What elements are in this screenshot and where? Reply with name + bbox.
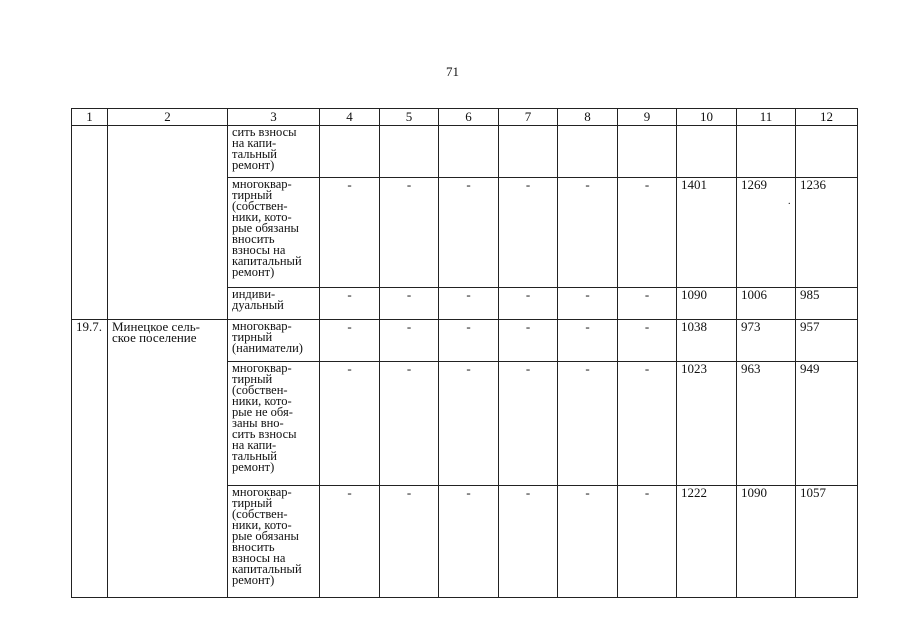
- stray-mark: .: [788, 196, 791, 207]
- value-cell: -: [618, 320, 677, 362]
- value-cell: -: [558, 320, 618, 362]
- value-cell: 1090: [677, 288, 737, 320]
- value-cell: 963: [737, 362, 796, 486]
- value-cell: -: [558, 486, 618, 598]
- value-cell: [320, 126, 380, 178]
- value-cell: -: [439, 178, 499, 288]
- header-cell: 12: [796, 109, 858, 126]
- value-cell: -: [499, 178, 558, 288]
- value-cell: -: [618, 178, 677, 288]
- value-cell: [677, 126, 737, 178]
- value-cell: [618, 126, 677, 178]
- housing-type-cell: многоквар- тирный (собствен- ники, кото- рые не обя- заны вно- сить взносы на капи- тальный ремонт): [228, 362, 320, 486]
- value-cell: -: [618, 362, 677, 486]
- housing-type-cell: индиви- дуальный: [228, 288, 320, 320]
- header-cell: 8: [558, 109, 618, 126]
- page-number: 71: [446, 64, 459, 79]
- value-cell: -: [558, 178, 618, 288]
- value-cell: [558, 126, 618, 178]
- housing-type-cell: многоквар- тирный (наниматели): [228, 320, 320, 362]
- value-cell: -: [320, 320, 380, 362]
- index-cell-empty: [72, 126, 108, 320]
- value-cell: 1006: [737, 288, 796, 320]
- value-cell: -: [320, 362, 380, 486]
- value-cell: 985: [796, 288, 858, 320]
- value-cell: [796, 126, 858, 178]
- value-cell: -: [499, 486, 558, 598]
- value-cell: [380, 126, 439, 178]
- value-cell: 973: [737, 320, 796, 362]
- value-cell: -: [380, 320, 439, 362]
- value-cell: -: [558, 288, 618, 320]
- header-cell: 7: [499, 109, 558, 126]
- housing-type-cell: многоквар- тирный (собствен- ники, кото- рые обязаны вносить взносы на капитальный ремонт): [228, 486, 320, 598]
- value-cell: 949: [796, 362, 858, 486]
- value-cell: 1401: [677, 178, 737, 288]
- value-cell: -: [380, 362, 439, 486]
- value-cell: 957: [796, 320, 858, 362]
- value-cell: -: [558, 362, 618, 486]
- name-cell-empty: [108, 126, 228, 320]
- value-cell: [439, 126, 499, 178]
- table-row: [72, 320, 858, 362]
- value-cell: 1236: [796, 178, 858, 288]
- section-name: Минецкое сель- ское поселение: [108, 320, 228, 598]
- value-cell: -: [320, 288, 380, 320]
- value-cell: -: [499, 362, 558, 486]
- header-row: [72, 109, 858, 126]
- value-cell: 1269: [737, 178, 796, 288]
- value-cell: -: [320, 486, 380, 598]
- value-cell: -: [380, 486, 439, 598]
- header-cell: 11: [737, 109, 796, 126]
- value-cell: 1090: [737, 486, 796, 598]
- header-cell: 10: [677, 109, 737, 126]
- value-cell: -: [439, 320, 499, 362]
- header-cell: 9: [618, 109, 677, 126]
- value-cell: -: [439, 288, 499, 320]
- value-cell: 1023: [677, 362, 737, 486]
- tariff-table: [71, 108, 858, 598]
- table-row: [72, 126, 858, 178]
- header-cell: 1: [72, 109, 108, 126]
- value-cell: -: [320, 178, 380, 288]
- housing-type-cell: сить взносы на капи- тальный ремонт): [228, 126, 320, 178]
- value-cell: [499, 126, 558, 178]
- value-cell: 1057: [796, 486, 858, 598]
- header-cell: 3: [228, 109, 320, 126]
- housing-type-cell: многоквар- тирный (собствен- ники, кото- рые обязаны вносить взносы на капитальный ремонт): [228, 178, 320, 288]
- header-cell: 2: [108, 109, 228, 126]
- value-cell: -: [618, 486, 677, 598]
- value-cell: -: [439, 362, 499, 486]
- value-cell: -: [499, 288, 558, 320]
- value-cell: 1222: [677, 486, 737, 598]
- value-cell: -: [380, 178, 439, 288]
- value-cell: 1038: [677, 320, 737, 362]
- value-cell: -: [499, 320, 558, 362]
- value-cell: -: [618, 288, 677, 320]
- header-cell: 6: [439, 109, 499, 126]
- value-cell: -: [439, 486, 499, 598]
- value-cell: [737, 126, 796, 178]
- value-cell: -: [380, 288, 439, 320]
- section-index: 19.7.: [72, 320, 108, 598]
- header-cell: 4: [320, 109, 380, 126]
- header-cell: 5: [380, 109, 439, 126]
